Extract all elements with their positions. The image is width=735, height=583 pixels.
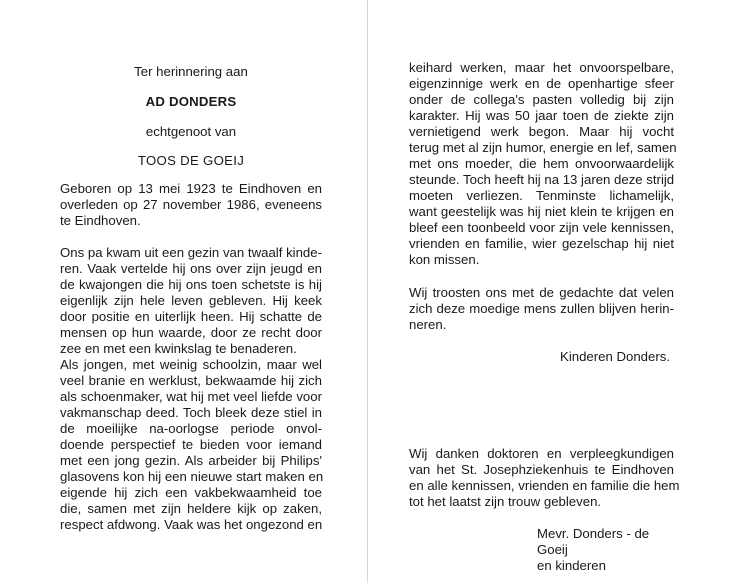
paragraph-line: als schoenmaker, wat hij met veel liefde voor — [60, 389, 322, 404]
paragraph-line: onder de collega's pasten volledig bij zijn — [409, 92, 674, 107]
paragraph-line: vakmanschap deed. Toch bleek deze stiel in — [60, 405, 322, 420]
card-fold-line — [367, 0, 368, 583]
paragraph-line: ren. Vaak vertelde hij ons over zijn jeugd en — [60, 261, 322, 276]
paragraph-line: die, samen met zijn heldere kijk op zaken, — [60, 501, 322, 516]
paragraph-line: karakter. Hij was 50 jaar toen de ziekte zijn — [409, 108, 674, 123]
right-column — [409, 60, 680, 574]
biography-paragraph — [60, 245, 322, 533]
paragraph-line: doende perspectief te bieden voor iemand — [60, 437, 322, 452]
paragraph-line: Ons pa kwam uit een gezin van twaalf kinde- — [60, 245, 322, 260]
paragraph-line: bleef een toonbeeld voor zijn vele kennissen, — [409, 220, 674, 235]
paragraph-line: eigenzinnige werk en de openhartige sfeer — [409, 76, 674, 91]
family-signature — [537, 526, 677, 574]
paragraph-line: Wij danken doktoren en verpleegkundigen — [409, 446, 674, 461]
left-column — [60, 60, 322, 533]
paragraph-line: tot het laatst zijn trouw gebleven. — [409, 494, 602, 509]
deceased-name: AD DONDERS — [145, 94, 237, 109]
paragraph-line: Geboren op 13 mei 1923 te Eindhoven en — [60, 181, 322, 196]
paragraph-line: moeten verliezen. Tenminste lichamelijk, — [409, 188, 674, 203]
family-signature-line: Mevr. Donders - de Goeij — [537, 526, 650, 557]
children-signature: Kinderen Donders. — [560, 349, 670, 364]
paragraph-line: en alle kennissen, vrienden en familie die hem — [409, 478, 680, 493]
paragraph-line: vernietigend werk begon. Maar hij vocht — [409, 124, 674, 139]
paragraph-line: mensen op hun waarde, door ze recht door — [60, 325, 322, 340]
paragraph-line: de moeilijke na-oorlogse periode onvol- — [60, 421, 322, 436]
paragraph-line: eigenlijk zijn hele leven gebleven. Hij keek — [60, 293, 322, 308]
paragraph-line: van het St. Josephziekenhuis te Eindhoven — [409, 462, 674, 477]
paragraph-line: kon missen. — [409, 252, 480, 267]
paragraph-line: met een jong gezin. Als arbeider bij Philips' — [60, 453, 322, 468]
paragraph-line: neren. — [409, 317, 447, 332]
paragraph-line: terug met al zijn humor, energie en lef, samen — [409, 140, 677, 155]
thanks-paragraph — [409, 446, 680, 510]
paragraph-line: Als jongen, met weinig schoolzin, maar wel — [60, 357, 322, 372]
paragraph-line: met ons moeder, die hem onvoorwaardelijk — [409, 156, 674, 171]
paragraph-line: te Eindhoven. — [60, 213, 141, 228]
paragraph-line: want geestelijk was hij niet klein te krijgen en — [409, 204, 674, 219]
birth-death-paragraph — [60, 181, 322, 229]
memory-paragraph — [409, 285, 674, 333]
paragraph-line: keihard werken, maar het onvoorspelbare, — [409, 60, 674, 75]
paragraph-line: eigende hij zich een vakbekwaamheid toe — [60, 485, 322, 500]
paragraph-line: overleden op 27 november 1986, eveneens — [60, 197, 322, 212]
paragraph-line: zee en met een kwinkslag te benaderen. — [60, 341, 297, 356]
spouse-label: echtgenoot van — [145, 124, 237, 139]
paragraph-line: steunde. Toch heeft hij na 13 jaren deze strijd — [409, 172, 675, 187]
paragraph-line: glasovens kon hij een nieuwe start maken en — [60, 469, 324, 484]
paragraph-line: Wij troosten ons met de gedachte dat velen — [409, 285, 674, 300]
paragraph-line: zich deze moedige mens zullen blijven herin- — [409, 301, 674, 316]
spouse-name: TOOS DE GOEIJ — [137, 153, 245, 168]
family-signature-line: en kinderen — [537, 558, 606, 573]
paragraph-line: respect afdwong. Vaak was het ongezond en — [60, 517, 323, 532]
paragraph-line: de kwajongen die hij ons toen schetste is hij — [60, 277, 322, 292]
biography-continued-paragraph — [409, 60, 677, 268]
paragraph-line: veel branie en werklust, bekwaamde hij zich — [60, 373, 322, 388]
paragraph-line: vrienden en familie, wier gezelschap hij niet — [409, 236, 674, 251]
paragraph-line: door positie en uiterlijk heen. Hij schatte de — [60, 309, 322, 324]
intro-text: Ter herinnering aan — [134, 64, 248, 79]
